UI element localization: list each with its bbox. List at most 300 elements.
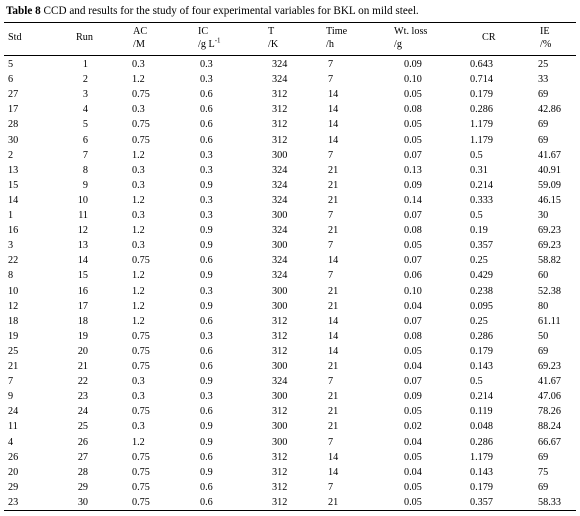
cell-cr: 0.286 <box>470 436 493 448</box>
cell-cr: 0.357 <box>470 496 493 508</box>
cell-t: 324 <box>272 59 288 70</box>
cell-cr: 0.119 <box>470 406 493 418</box>
cell-std: 6 <box>8 74 14 86</box>
cell-ie: 69 <box>538 89 549 101</box>
cell-ie: 40.91 <box>538 164 561 176</box>
cell-ac: 0.75 <box>132 255 150 267</box>
cell-ac: 0.75 <box>132 330 150 342</box>
cell-std: 19 <box>8 330 19 342</box>
cell-std: 22 <box>8 255 19 267</box>
cell-time: 21 <box>328 164 339 176</box>
cell-wt-loss: 0.05 <box>404 496 422 508</box>
cell-ie: 61.11 <box>538 315 561 327</box>
cell-time: 7 <box>328 59 334 70</box>
cell-wt-loss: 0.05 <box>404 119 422 131</box>
header-std: Std <box>8 32 22 43</box>
cell-ie: 41.67 <box>538 376 561 388</box>
cell-run: 9 <box>82 179 88 191</box>
cell-std: 30 <box>8 134 19 146</box>
cell-ic: 0.3 <box>200 194 213 206</box>
cell-ie: 69 <box>538 134 549 146</box>
cell-run: 18 <box>77 315 88 327</box>
cell-cr: 0.179 <box>470 89 493 101</box>
cell-run: 10 <box>77 194 88 206</box>
cell-time: 21 <box>328 285 339 297</box>
cell-ic: 0.9 <box>200 225 213 237</box>
table-row <box>0 89 580 103</box>
table-row <box>0 482 580 496</box>
table-row <box>0 406 580 420</box>
cell-wt-loss: 0.08 <box>404 225 422 237</box>
cell-std: 18 <box>8 315 19 327</box>
cell-std: 29 <box>8 481 19 493</box>
cell-run: 6 <box>82 134 88 146</box>
cell-run: 23 <box>77 391 88 403</box>
cell-cr: 0.5 <box>470 149 483 161</box>
cell-ie: 30 <box>538 210 549 221</box>
cell-ic: 0.6 <box>200 134 213 146</box>
cell-t: 300 <box>272 361 288 372</box>
cell-time: 21 <box>328 179 339 191</box>
table-row <box>0 150 580 164</box>
cell-run: 3 <box>82 89 88 101</box>
cell-ic: 0.6 <box>200 345 213 357</box>
cell-time: 21 <box>328 194 339 206</box>
cell-cr: 0.143 <box>470 361 493 372</box>
cell-ie: 69.23 <box>538 225 561 237</box>
cell-t: 312 <box>272 315 288 327</box>
cell-run: 29 <box>77 481 88 493</box>
cell-cr: 0.31 <box>470 164 488 176</box>
cell-wt-loss: 0.05 <box>404 345 422 357</box>
cell-std: 10 <box>8 285 19 297</box>
cell-time: 21 <box>328 421 339 433</box>
cell-std: 23 <box>8 496 19 508</box>
cell-ic: 0.3 <box>200 330 213 342</box>
cell-wt-loss: 0.02 <box>404 421 422 433</box>
cell-ie: 69 <box>538 119 549 131</box>
cell-ic: 0.6 <box>200 496 213 508</box>
cell-run: 1 <box>82 59 88 70</box>
table-row <box>0 391 580 405</box>
cell-std: 25 <box>8 345 19 357</box>
cell-ie: 46.15 <box>538 194 561 206</box>
cell-ic: 0.9 <box>200 179 213 191</box>
table-row <box>0 195 580 209</box>
cell-wt-loss: 0.10 <box>404 285 422 297</box>
cell-t: 324 <box>272 225 288 237</box>
top-rule <box>4 22 576 23</box>
cell-t: 300 <box>272 391 288 403</box>
cell-time: 21 <box>328 300 339 312</box>
cell-t: 324 <box>272 164 288 176</box>
cell-t: 312 <box>272 496 288 508</box>
cell-t: 312 <box>272 406 288 418</box>
cell-wt-loss: 0.14 <box>404 194 422 206</box>
cell-std: 28 <box>8 119 19 131</box>
cell-ie: 59.09 <box>538 179 561 191</box>
bottom-rule <box>4 510 576 511</box>
header-time: Time /h <box>326 26 348 50</box>
cell-wt-loss: 0.05 <box>404 451 422 463</box>
cell-std: 2 <box>8 149 14 161</box>
header-ie: IE /% <box>540 26 552 50</box>
cell-ic: 0.9 <box>200 270 213 282</box>
cell-t: 300 <box>272 285 288 297</box>
cell-wt-loss: 0.08 <box>404 330 422 342</box>
cell-run: 28 <box>77 466 88 478</box>
table-row <box>0 376 580 390</box>
cell-run: 22 <box>77 376 88 388</box>
table-row <box>0 240 580 254</box>
cell-std: 20 <box>8 466 19 478</box>
table-row <box>0 119 580 133</box>
header-wt-loss: Wt. loss /g <box>394 26 428 50</box>
cell-std: 15 <box>8 179 19 191</box>
cell-ac: 1.2 <box>132 300 145 312</box>
cell-wt-loss: 0.04 <box>404 300 422 312</box>
cell-cr: 0.19 <box>470 225 488 237</box>
cell-std: 26 <box>8 451 19 463</box>
cell-run: 17 <box>77 300 88 312</box>
cell-ic: 0.9 <box>200 240 213 252</box>
cell-wt-loss: 0.05 <box>404 89 422 101</box>
cell-wt-loss: 0.05 <box>404 240 422 252</box>
cell-ic: 0.6 <box>200 104 213 116</box>
cell-ac: 0.75 <box>132 361 150 372</box>
cell-run: 26 <box>77 436 88 448</box>
cell-ie: 25 <box>538 59 549 70</box>
cell-t: 300 <box>272 210 288 221</box>
cell-ie: 52.38 <box>538 285 561 297</box>
cell-ac: 1.2 <box>132 149 145 161</box>
table-row <box>0 165 580 179</box>
cell-ie: 42.86 <box>538 104 561 116</box>
cell-wt-loss: 0.08 <box>404 104 422 116</box>
cell-ic: 0.6 <box>200 481 213 493</box>
cell-run: 16 <box>77 285 88 297</box>
cell-std: 11 <box>8 421 18 433</box>
cell-time: 7 <box>328 149 334 161</box>
cell-ac: 0.3 <box>132 421 145 433</box>
cell-ac: 0.3 <box>132 179 145 191</box>
cell-run: 12 <box>77 225 88 237</box>
table-row <box>0 180 580 194</box>
cell-wt-loss: 0.06 <box>404 270 422 282</box>
table-row <box>0 135 580 149</box>
table-row <box>0 497 580 511</box>
cell-ac: 0.75 <box>132 406 150 418</box>
cell-cr: 0.286 <box>470 104 493 116</box>
cell-wt-loss: 0.05 <box>404 134 422 146</box>
cell-ic: 0.3 <box>200 149 213 161</box>
table-row <box>0 301 580 315</box>
cell-ie: 69 <box>538 345 549 357</box>
cell-cr: 0.048 <box>470 421 493 433</box>
cell-ie: 88.24 <box>538 421 561 433</box>
cell-std: 9 <box>8 391 14 403</box>
cell-t: 312 <box>272 345 288 357</box>
cell-ac: 0.3 <box>132 391 145 403</box>
cell-t: 300 <box>272 421 288 433</box>
cell-ic: 0.9 <box>200 300 213 312</box>
table-row <box>0 361 580 375</box>
cell-t: 312 <box>272 466 288 478</box>
cell-t: 312 <box>272 119 288 131</box>
cell-std: 8 <box>8 270 14 282</box>
table-row <box>0 104 580 118</box>
cell-run: 2 <box>82 74 88 86</box>
cell-std: 14 <box>8 194 19 206</box>
cell-std: 4 <box>8 436 14 448</box>
cell-ic: 0.3 <box>200 74 213 86</box>
cell-ac: 0.75 <box>132 451 150 463</box>
cell-ac: 0.75 <box>132 345 150 357</box>
cell-t: 324 <box>272 376 288 388</box>
cell-ie: 58.33 <box>538 496 561 508</box>
cell-ic: 0.3 <box>200 210 213 221</box>
cell-ic: 0.3 <box>200 285 213 297</box>
cell-cr: 0.25 <box>470 255 488 267</box>
cell-t: 312 <box>272 330 288 342</box>
cell-std: 1 <box>8 210 14 221</box>
cell-ie: 66.67 <box>538 436 561 448</box>
cell-time: 7 <box>328 481 334 493</box>
table-label: Table 8 <box>6 5 41 17</box>
cell-run: 21 <box>77 361 88 372</box>
cell-std: 12 <box>8 300 19 312</box>
cell-cr: 0.286 <box>470 330 493 342</box>
cell-ie: 60 <box>538 270 549 282</box>
cell-run: 11 <box>78 210 88 221</box>
cell-wt-loss: 0.09 <box>404 179 422 191</box>
cell-ie: 33 <box>538 74 549 86</box>
header-ic: IC /g $L^{-1}$ <box>198 26 221 50</box>
cell-time: 14 <box>328 104 339 116</box>
header-rule <box>4 55 576 56</box>
cell-cr: 0.333 <box>470 194 493 206</box>
cell-ic: 0.3 <box>200 164 213 176</box>
cell-cr: 0.179 <box>470 345 493 357</box>
cell-cr: 0.5 <box>470 210 483 221</box>
cell-time: 7 <box>328 270 334 282</box>
cell-run: 24 <box>77 406 88 418</box>
cell-ac: 0.75 <box>132 134 150 146</box>
cell-ic: 0.3 <box>200 59 213 70</box>
cell-ac: 1.2 <box>132 74 145 86</box>
cell-std: 24 <box>8 406 19 418</box>
cell-ac: 0.75 <box>132 119 150 131</box>
cell-ac: 0.3 <box>132 104 145 116</box>
cell-cr: 1.179 <box>470 134 493 146</box>
cell-ic: 0.6 <box>200 315 213 327</box>
cell-ac: 0.3 <box>132 59 145 70</box>
cell-cr: 1.179 <box>470 451 493 463</box>
header-t: T /K <box>268 26 279 50</box>
table-row <box>0 270 580 284</box>
cell-ac: 1.2 <box>132 285 145 297</box>
cell-t: 324 <box>272 255 288 267</box>
cell-time: 7 <box>328 240 334 252</box>
cell-ic: 0.6 <box>200 255 213 267</box>
cell-t: 312 <box>272 134 288 146</box>
cell-ie: 50 <box>538 330 549 342</box>
cell-time: 14 <box>328 134 339 146</box>
cell-cr: 0.179 <box>470 481 493 493</box>
cell-time: 14 <box>328 255 339 267</box>
cell-ie: 58.82 <box>538 255 561 267</box>
cell-time: 7 <box>328 436 334 448</box>
cell-ie: 69 <box>538 481 549 493</box>
cell-wt-loss: 0.09 <box>404 59 422 70</box>
cell-t: 300 <box>272 436 288 448</box>
cell-ic: 0.6 <box>200 451 213 463</box>
cell-std: 21 <box>8 361 19 372</box>
table-row <box>0 225 580 239</box>
cell-ac: 1.2 <box>132 270 145 282</box>
cell-wt-loss: 0.07 <box>404 315 422 327</box>
cell-std: 16 <box>8 225 19 237</box>
cell-cr: 0.214 <box>470 391 493 403</box>
cell-cr: 0.214 <box>470 179 493 191</box>
cell-wt-loss: 0.07 <box>404 255 422 267</box>
cell-t: 300 <box>272 149 288 161</box>
cell-ie: 80 <box>538 300 549 312</box>
cell-run: 7 <box>82 149 88 161</box>
cell-ic: 0.6 <box>200 361 213 372</box>
table-row <box>0 421 580 435</box>
table-row <box>0 437 580 451</box>
cell-ac: 1.2 <box>132 194 145 206</box>
cell-wt-loss: 0.10 <box>404 74 422 86</box>
table-row <box>0 74 580 88</box>
cell-ie: 75 <box>538 466 549 478</box>
cell-time: 7 <box>328 74 334 86</box>
cell-ie: 78.26 <box>538 406 561 418</box>
cell-run: 30 <box>77 496 88 508</box>
cell-t: 324 <box>272 179 288 191</box>
cell-cr: 0.357 <box>470 240 493 252</box>
cell-ic: 0.6 <box>200 89 213 101</box>
cell-ac: 0.75 <box>132 466 150 478</box>
cell-run: 4 <box>82 104 88 116</box>
table-row <box>0 210 580 224</box>
cell-time: 21 <box>328 496 339 508</box>
cell-ic: 0.6 <box>200 406 213 418</box>
cell-cr: 0.238 <box>470 285 493 297</box>
cell-run: 14 <box>77 255 88 267</box>
cell-t: 312 <box>272 89 288 101</box>
cell-wt-loss: 0.04 <box>404 436 422 448</box>
cell-ac: 0.75 <box>132 481 150 493</box>
cell-cr: 0.095 <box>470 300 493 312</box>
cell-cr: 0.429 <box>470 270 493 282</box>
cell-time: 14 <box>328 466 339 478</box>
cell-t: 324 <box>272 270 288 282</box>
cell-time: 21 <box>328 406 339 418</box>
cell-run: 19 <box>77 330 88 342</box>
cell-ie: 69 <box>538 451 549 463</box>
cell-ic: 0.3 <box>200 391 213 403</box>
table-row <box>0 255 580 269</box>
cell-t: 312 <box>272 481 288 493</box>
cell-wt-loss: 0.07 <box>404 376 422 388</box>
cell-run: 15 <box>77 270 88 282</box>
table-row <box>0 331 580 345</box>
header-cr: CR <box>482 32 496 43</box>
cell-time: 21 <box>328 225 339 237</box>
cell-run: 5 <box>82 119 88 131</box>
cell-ic: 0.9 <box>200 421 213 433</box>
cell-wt-loss: 0.07 <box>404 149 422 161</box>
cell-time: 14 <box>328 89 339 101</box>
cell-run: 20 <box>77 345 88 357</box>
cell-time: 14 <box>328 451 339 463</box>
cell-ac: 0.3 <box>132 164 145 176</box>
cell-t: 300 <box>272 300 288 312</box>
cell-time: 21 <box>328 361 339 372</box>
cell-ie: 69.23 <box>538 361 561 372</box>
cell-std: 7 <box>8 376 14 388</box>
table-row <box>0 346 580 360</box>
cell-ic: 0.6 <box>200 119 213 131</box>
cell-time: 14 <box>328 315 339 327</box>
cell-ac: 0.75 <box>132 496 150 508</box>
cell-run: 8 <box>82 164 88 176</box>
cell-ac: 0.3 <box>132 240 145 252</box>
cell-time: 21 <box>328 391 339 403</box>
cell-cr: 0.5 <box>470 376 483 388</box>
cell-t: 324 <box>272 74 288 86</box>
cell-std: 17 <box>8 104 19 116</box>
table-caption-text: CCD and results for the study of four experimental variables for BKL on mild steel. <box>43 5 419 17</box>
cell-ac: 1.2 <box>132 436 145 448</box>
cell-std: 5 <box>8 59 14 70</box>
header-ac: AC /M <box>133 26 148 50</box>
cell-cr: 0.714 <box>470 74 493 86</box>
cell-t: 300 <box>272 240 288 252</box>
cell-ie: 41.67 <box>538 149 561 161</box>
cell-std: 13 <box>8 164 19 176</box>
cell-cr: 0.25 <box>470 315 488 327</box>
cell-wt-loss: 0.05 <box>404 406 422 418</box>
cell-t: 324 <box>272 194 288 206</box>
table-row <box>0 467 580 481</box>
cell-std: 3 <box>8 240 14 252</box>
cell-wt-loss: 0.05 <box>404 481 422 493</box>
cell-time: 7 <box>328 376 334 388</box>
cell-time: 14 <box>328 119 339 131</box>
cell-wt-loss: 0.09 <box>404 391 422 403</box>
cell-ac: 0.75 <box>132 89 150 101</box>
cell-t: 312 <box>272 451 288 463</box>
cell-run: 13 <box>77 240 88 252</box>
cell-wt-loss: 0.04 <box>404 361 422 372</box>
cell-run: 27 <box>77 451 88 463</box>
cell-wt-loss: 0.13 <box>404 164 422 176</box>
cell-wt-loss: 0.04 <box>404 466 422 478</box>
cell-time: 14 <box>328 345 339 357</box>
cell-ac: 1.2 <box>132 315 145 327</box>
table-row <box>0 452 580 466</box>
cell-cr: 0.643 <box>470 59 493 70</box>
cell-run: 25 <box>77 421 88 433</box>
cell-t: 312 <box>272 104 288 116</box>
cell-ic: 0.9 <box>200 466 213 478</box>
table-row <box>0 286 580 300</box>
cell-ie: 69.23 <box>538 240 561 252</box>
cell-ac: 0.3 <box>132 210 145 221</box>
